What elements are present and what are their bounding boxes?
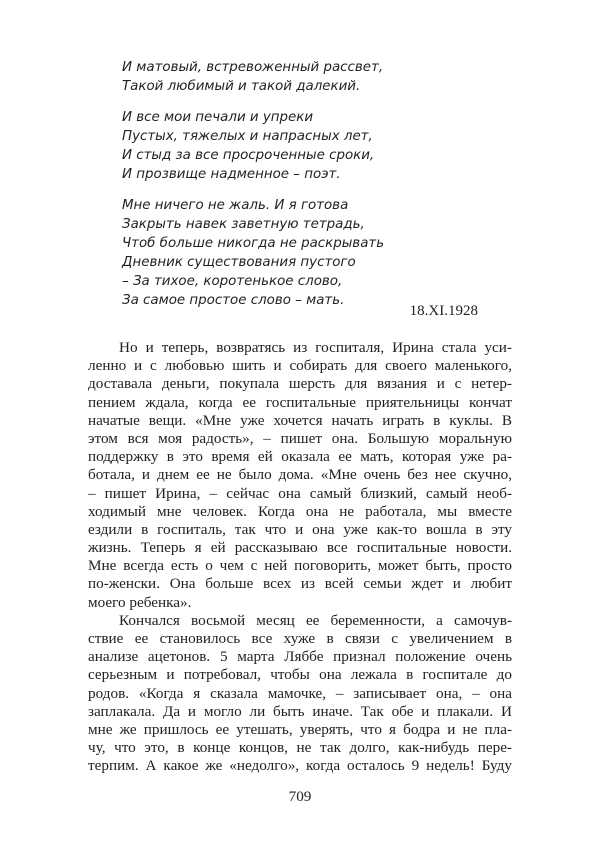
prose-line: ствие ее становилось все хуже в связи с увеличением в <box>88 630 512 647</box>
prose-line: жизнь. Теперь я ей рассказываю все госпитальные новости. <box>88 539 512 557</box>
page-number: 709 <box>288 788 312 805</box>
poem-date: 18.XI.1928 <box>409 303 478 319</box>
poem-line: Дневник существования пустого <box>122 255 356 270</box>
prose-line: ездили в госпиталь, так что и она уже как-то вошла в эту <box>88 520 512 538</box>
poem-stanza <box>122 196 384 310</box>
prose-body <box>88 339 512 776</box>
poem-line: Закрыть навек заветную тетрадь, <box>122 217 365 232</box>
poem-line: Такой любимый и такой далекий. <box>122 79 361 94</box>
prose-line: Кончался восьмой месяц ее беременности, а самочув- <box>119 611 512 629</box>
prose-line: – пишет Ирина, – сейчас она самый близкий, самый необ- <box>88 484 512 502</box>
poem-line: И матовый, встревоженный рассвет, <box>122 60 384 75</box>
poem <box>122 58 384 322</box>
poem-stanza <box>122 108 384 184</box>
prose-line: терпим. А какое же «недолго», когда осталось 9 недель! Буду <box>88 757 512 775</box>
poem-line: Мне ничего не жаль. И я готова <box>122 198 349 213</box>
prose-line: анализе ацетонов. 5 марта Ляббе признал положение очень <box>88 648 512 666</box>
prose-line: серьезным и потребовал, чтобы она лежала в госпитале до <box>88 666 512 684</box>
prose-line: заплакала. Да и могло ли быть иначе. Так обе и плакали. И <box>88 702 512 720</box>
prose-line: Мне всегда есть о чем с ней поговорить, может быть, просто <box>88 557 512 575</box>
prose-line: родов. «Когда я сказала мамочке, – записывает она, – она <box>88 684 512 702</box>
poem-stanza <box>122 58 384 96</box>
prose-line: ботала, и днем ее не было дома. «Мне очень без нее скучно, <box>88 466 512 484</box>
poem-line: Пустых, тяжелых и напрасных лет, <box>122 129 373 144</box>
prose-line: пением ждала, когда ее госпитальные приятельницы кончат <box>88 393 512 411</box>
poem-line: И прозвище надменное – поэт. <box>122 167 341 182</box>
prose-line: ходимый мне человек. Когда она не работала, мы вместе <box>88 502 512 520</box>
prose-line: начатые вещи. «Мне уже хочется начать играть в куклы. В <box>88 411 512 429</box>
poem-line: И стыд за все просроченные сроки, <box>122 148 375 163</box>
prose-line: ленно и с любовью шить и собирать для своего маленького, <box>88 357 512 375</box>
poem-line: За самое простое слово – мать. <box>122 293 345 308</box>
poem-line: – За тихое, коротенькое слово, <box>122 274 343 289</box>
poem-line: Чтоб больше никогда не раскрывать <box>122 236 385 251</box>
prose-line: Но и теперь, возвратясь из госпиталя, Ирина стала уси- <box>119 339 512 356</box>
prose-line: доставала деньги, покупала шерсть для вязания и с нетер- <box>88 375 512 393</box>
prose-line: этом вся моя радость», – пишет она. Большую моральную <box>88 429 512 447</box>
prose-line: моего ребенка». <box>88 593 192 611</box>
prose-line: поддержку в это время ей оказала ее мать, которая уже ра- <box>88 448 512 466</box>
poem-line: И все мои печали и упреки <box>122 110 314 125</box>
prose-line: чу, что это, в конце концов, не так долго, как-нибудь пере- <box>88 739 512 757</box>
prose-line: мне же пришлось ее утешать, уверять, что я бодра и не пла- <box>88 720 512 738</box>
prose-line: по-женски. Она больше всех из всей семьи ждет и любит <box>88 575 512 593</box>
